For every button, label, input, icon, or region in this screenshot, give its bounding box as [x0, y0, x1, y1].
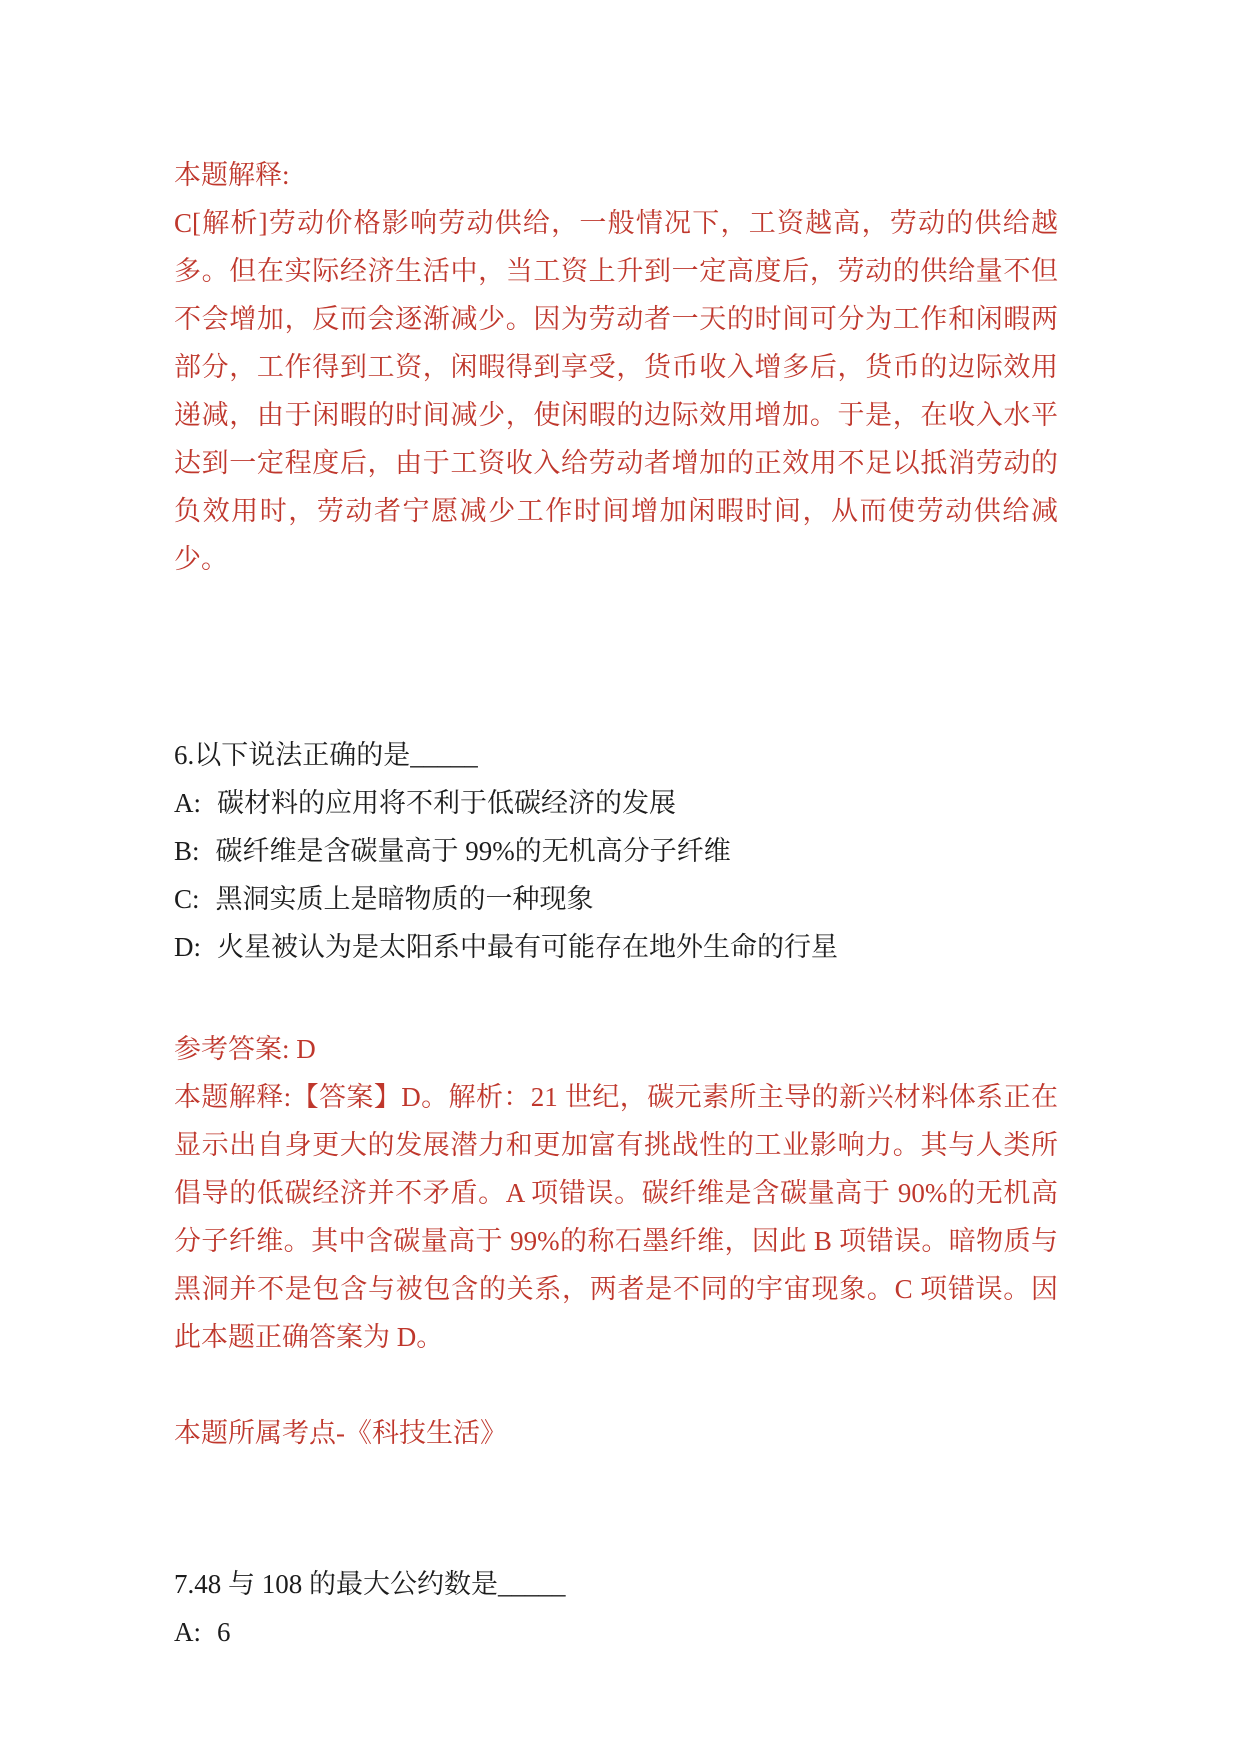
question-6-option-b	[174, 827, 1058, 875]
option-text: 黑洞实质上是暗物质的一种现象	[215, 884, 594, 914]
option-label: B:	[174, 836, 200, 866]
option-label: C:	[174, 884, 200, 914]
question-6-explanation-paragraph: 本题解释:【答案】D。解析：21 世纪，碳元素所主导的新兴材料体系正在显示出自身更大的发展潜力和更加富有挑战性的工业影响力。其与人类所倡导的低碳经济并不矛盾。A 项错误。碳纤维是含碳量高于 90%的无机高分子纤维。其中含碳量高于 99%的称石墨纤维，因此 B 项错误。暗物质与黑洞并不是包含与被包含的关系，两者是不同的宇宙现象。C 项错误。因此本题正确答案为 D。	[174, 1082, 1058, 1352]
explanation-paragraph: C[解析]劳动价格影响劳动供给，一般情况下，工资越高，劳动的供给越多。但在实际经济生活中，当工资上升到一定高度后，劳动的供给量不但不会增加，反而会逐渐减少。因为劳动者一天的时间可分为工作和闲暇两部分，工作得到工资，闲暇得到享受，货币收入增多后，货币的边际效用递减，由于闲暇的时间减少，使闲暇的边际效用增加。于是，在收入水平达到一定程度后，由于工资收入给劳动者增加的正效用不足以抵消劳动的负效用时，劳动者宁愿减少工作时间增加闲暇时间，从而使劳动供给减少。	[174, 208, 1058, 574]
explanation-label: 本题解释:	[174, 160, 290, 190]
question-6-category-note: 本题所属考点-《科技生活》	[174, 1418, 507, 1448]
question-7-option-a	[174, 1608, 1058, 1656]
question-7	[174, 1560, 1058, 1656]
question-6-option-d	[174, 923, 1058, 971]
question-6	[174, 731, 1058, 971]
question-6-option-a	[174, 779, 1058, 827]
document-page	[174, 0, 1058, 1656]
option-text: 火星被认为是太阳系中最有可能存在地外生命的行星	[217, 932, 838, 962]
option-label: D:	[174, 932, 201, 962]
option-text: 6	[217, 1617, 231, 1647]
option-label: A:	[174, 1617, 201, 1647]
question-6-title: 6.以下说法正确的是_____	[174, 740, 478, 770]
question-6-reference-answer: 参考答案: D	[174, 1034, 316, 1064]
option-label: A:	[174, 788, 201, 818]
option-text: 碳纤维是含碳量高于 99%的无机高分子纤维	[215, 836, 731, 866]
question-7-title: 7.48 与 108 的最大公约数是_____	[174, 1569, 566, 1599]
option-text: 碳材料的应用将不利于低碳经济的发展	[217, 788, 676, 818]
question-6-option-c	[174, 875, 1058, 923]
